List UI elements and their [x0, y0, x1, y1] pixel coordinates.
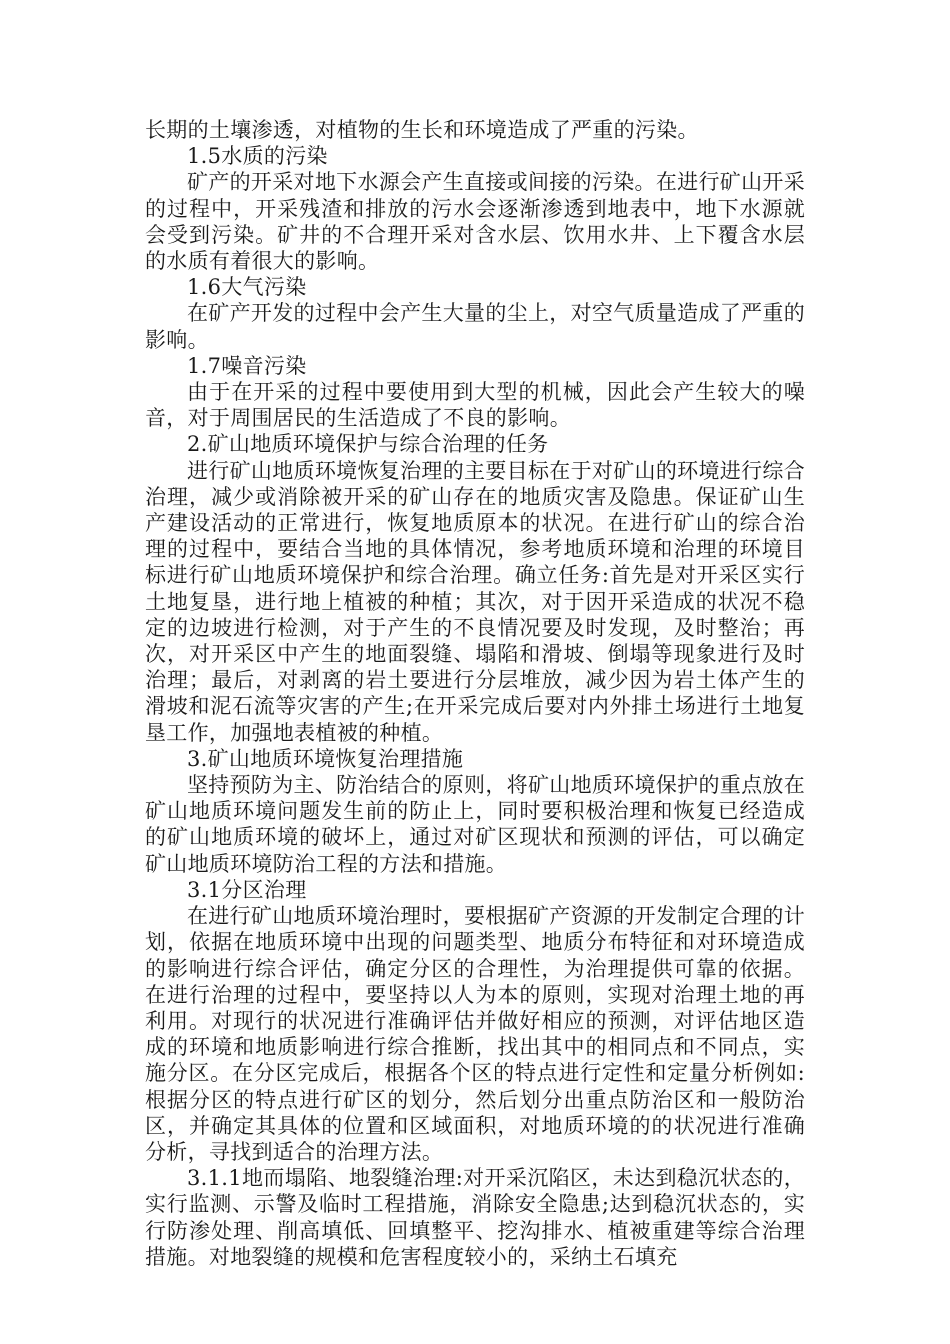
- paragraph-air-pollution: 在矿产开发的过程中会产生大量的尘上，对空气质量造成了严重的影响。: [145, 301, 805, 352]
- paragraph-protection-tasks: 进行矿山地质环境恢复治理的主要目标在于对矿山的环境进行综合治理，减少或消除被开采的矿山存在的地质灾害及隐患。保证矿山生产建设活动的正常进行，恢复地质原本的状况。在进行矿山的综合治理的过程中，要结合当地的具体情况，参考地质环境和治理的环境目标进行矿山地质环境保护和综合治理。确立任务:首先是对开采区实行土地复垦，进行地上植被的种植；其次，对于因开采造成的状况不稳定的边坡进行检测，对于产生的不良情况要及时发现，及时整治；再次，对开采区中产生的地面裂缝、塌陷和滑坡、倒塌等现象进行及时治理；最后，对剥离的岩土要进行分层堆放，减少因为岩土体产生的滑坡和泥石流等灾害的产生;在开采完成后要对内外排土场进行土地复垦工作，加强地表植被的种植。: [145, 458, 805, 745]
- section-heading-1-6: 1.6大气污染: [187, 275, 307, 300]
- section-heading-2: 2.矿山地质环境保护与综合治理的任务: [187, 432, 549, 457]
- paragraph-subsidence-treatment: 3.1.1地而塌陷、地裂缝治理:对开采沉陷区，未达到稳沉状态的，实行监测、示警及临时工程措施，消除安全隐患;达到稳沉状态的，实行防渗处理、削高填低、回填整平、挖沟排水、植被重建等综合治理措施。对地裂缝的规模和危害程度较小的，采纳土石填充: [145, 1166, 805, 1269]
- paragraph-zoning: 在进行矿山地质环境治理时，要根据矿产资源的开发制定合理的计划，依据在地质环境中出现的问题类型、地质分布特征和对环境造成的影响进行综合评估，确定分区的合理性，为治理提供可靠的依据。在进行治理的过程中，要坚持以人为本的原则，实现对治理土地的再利用。对现行的状况进行准确评估并做好相应的预测，对评估地区造成的环境和地质影响进行综合推断，找出其中的相同点和不同点，实施分区。在分区完成后，根据各个区的特点进行定性和定量分析例如:根据分区的特点进行矿区的划分，然后划分出重点防治区和一般防治区，并确定其具体的位置和区域面积，对地质环境的的状况进行准确分析，寻找到适合的治理方法。: [145, 904, 805, 1164]
- section-heading-3: 3.矿山地质环境恢复治理措施: [187, 746, 464, 771]
- paragraph-noise-pollution: 由于在开采的过程中要使用到大型的机械，因此会产生较大的噪音，对于周围居民的生活造成了不良的影响。: [145, 380, 805, 431]
- document-body: [145, 117, 805, 1270]
- section-heading-1-5: 1.5水质的污染: [187, 144, 328, 169]
- section-heading-1-7: 1.7噪音污染: [187, 353, 307, 378]
- section-heading-3-1: 3.1分区治理: [187, 877, 307, 902]
- paragraph-water-pollution: 矿产的开采对地下水源会产生直接或间接的污染。在进行矿山开采的过程中，开采残渣和排放的污水会逐渐渗透到地表中，地下水源就会受到污染。矿井的不合理开采对含水层、饮用水井、上下覆含水层的水质有着很大的影响。: [145, 170, 805, 274]
- paragraph-continuation: 长期的土壤渗透，对植物的生长和环境造成了严重的污染。: [145, 118, 699, 142]
- paragraph-restoration-measures: 坚持预防为主、防治结合的原则，将矿山地质环境保护的重点放在矿山地质环境问题发生前的防止上，同时要积极治理和恢复已经造成的矿山地质环境的破坏上，通过对矿区现状和预测的评估，可以确定矿山地质环境防治工程的方法和措施。: [145, 773, 805, 876]
